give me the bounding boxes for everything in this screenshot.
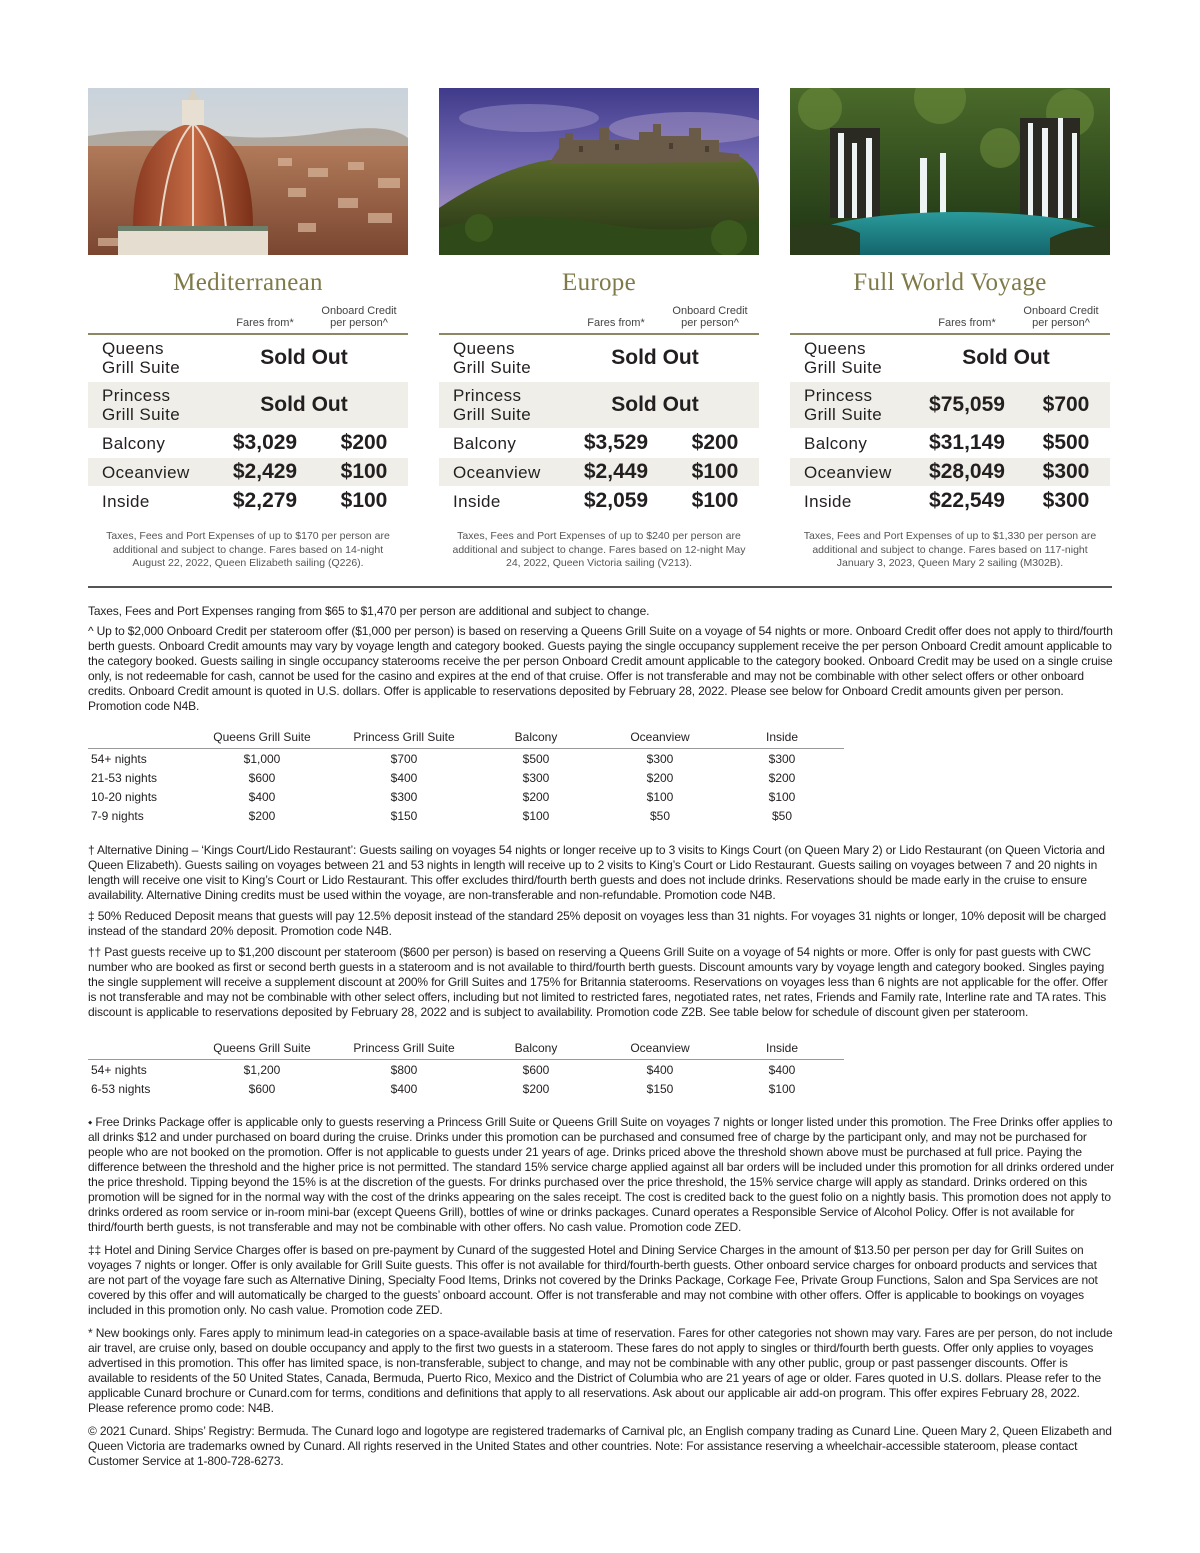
category-label: Princess Grill Suite [453,386,532,424]
credit-value: $100 [340,460,388,483]
table-cell: $200 [522,1081,550,1096]
category-label: Inside [102,492,150,511]
fare-value: $22,549 [929,489,1005,512]
fare-value: $3,529 [583,431,649,454]
table-cell: $50 [771,808,793,823]
table-cell: $200 [646,770,674,785]
table-cell: $400 [248,789,276,804]
onboard-credit-line1: Onboard Credit [321,305,397,317]
fare-row-princess-grill [790,382,1110,429]
fare-value: Sold Out [611,393,699,416]
column-header [88,1037,188,1060]
fare-value: $2,429 [232,460,298,483]
column-header: Queens Grill Suite [188,726,336,749]
table-row [88,806,844,825]
fare-value: $31,149 [929,431,1005,454]
hotel-service-charges-terms: ‡‡ Hotel and Dining Service Charges offer is based on pre-payment by Cunard of the suggested Hotel and Dining Service Charges in the amount of $13.50 per person per day for Grill Suites on voyages 7 nights or longer. Offer is only available for Grill Suite guests. This offer is not available for third/fourth-berth guests. Other onboard service charges for onboard products and services that are not part of the voyage fare such as Alternative Dining, Specialty Food Items, Drinks not covered by the Drinks Package, Corkage Fee, Private Group Functions, Salon and Spa Services are not covered by this offer and will automatically be charged to the guests’ onboard account. Offer is not transferable and may not combine with other offers. Offer is applicable to bookings on voyages included in this promotion only. No cash value. Promotion code ZED. [88,1243,1098,1317]
florence-duomo-photo [88,88,408,255]
credit-value: $100 [691,489,739,512]
past-guest-discount-table [88,1037,844,1098]
table-row [88,749,844,769]
table-cell: $400 [646,1062,674,1077]
category-label: Princess Grill Suite [804,386,883,424]
category-label: Oceanview [102,463,190,482]
table-cell: $50 [649,808,671,823]
credit-value: $300 [1042,489,1090,512]
fare-row-princess-grill [439,382,759,429]
fare-row-oceanview [88,458,408,487]
credit-value: $100 [691,460,739,483]
fare-row-queens-grill [790,335,1110,382]
onboard-credit-label [1012,305,1110,329]
region-title: Mediterranean [173,269,323,296]
category-label: Queens Grill Suite [453,339,532,377]
category-label: Balcony [804,434,868,453]
column-header: Inside [720,726,844,749]
sailing-note: Taxes, Fees and Port Expenses of up to $170 per person are additional and subject to change. Fares based on 14-night August 22, 2022, Queen Elizabeth sailing (Q226). [106,530,390,569]
category-label: Princess Grill Suite [102,386,181,424]
table-cell: $800 [390,1062,418,1077]
fare-value: Sold Out [260,393,348,416]
fare-value: $2,449 [583,460,649,483]
table-cell: $400 [390,770,418,785]
fare-row-balcony [88,429,408,458]
new-bookings-terms: * New bookings only. Fares apply to minimum lead-in categories on a space-available basis at time of reservation. Fares for other categories not shown may vary. Fares are per person, do not include air travel, are cruise only, based on double occupancy and apply to the first two guests in a stateroom. These fares do not apply to singles or third/fourth berth guests. Offer only applies to voyages advertised in this promotion. This offer has limited space, is non-transferable, subject to change, and may not be combinable with any other public, group or past passenger discounts. Offer is available to residents of the 50 United States, Canada, Bermuda, Puerto Rico, Mexico and the District of Columbia who are 21 years of age or older. Fares quoted in U.S. dollars. Please refer to the applicable Cunard brochure or Cunard.com for terms, conditions and definitions that apply to all reservations. Ask about our applicable air add-on program. This offer expires February 28, 2022. Please reference promo code: N4B. [88,1326,1113,1415]
table-cell: $100 [768,1081,796,1096]
fare-value: Sold Out [962,346,1050,369]
taxes-note: Taxes, Fees and Port Expenses ranging from $65 to $1,470 per person are additional and subject to change. [88,604,650,618]
column-header: Oceanview [600,1037,720,1060]
onboard-credit-line1: Onboard Credit [1023,305,1099,317]
column-header: Oceanview [600,726,720,749]
fare-table-header [88,301,408,335]
table-cell: $600 [522,1062,550,1077]
table-cell: 54+ nights [91,1062,147,1077]
credit-value: $500 [1042,431,1090,454]
table-cell: $300 [522,770,550,785]
fares-from-label: Fares from* [938,317,996,329]
credit-value: $200 [340,431,388,454]
region-title: Full World Voyage [853,269,1047,296]
category-label: Inside [804,492,852,511]
table-cell: $200 [248,808,276,823]
table-cell: $200 [768,770,796,785]
table-cell: $600 [248,770,276,785]
fine-print-middle [88,843,1116,1020]
fare-value: $3,029 [232,431,298,454]
fare-row-inside [88,487,408,516]
column-header [88,726,188,749]
category-label: Balcony [102,434,166,453]
fares-from-label: Fares from* [236,317,294,329]
fare-row-queens-grill [439,335,759,382]
table-cell: $300 [390,789,418,804]
fare-row-oceanview [790,458,1110,487]
fare-table-header [439,301,759,335]
sailing-note: Taxes, Fees and Port Expenses of up to $240 per person are additional and subject to change. Fares based on 12-night May 24, 2022, Queen Victoria sailing (V213). [452,530,746,569]
column-header: Princess Grill Suite [336,1037,472,1060]
reduced-deposit-terms: ‡ 50% Reduced Deposit means that guests will pay 12.5% deposit instead of the standard 25% deposit on voyages less than 31 nights. For voyages 31 nights or longer, 10% deposit will be charged instead of the standard 20% deposit. Promotion code N4B. [88,909,1106,938]
credit-value: $200 [691,431,739,454]
category-label: Balcony [453,434,517,453]
table-cell: $600 [248,1081,276,1096]
onboard-credit-line2: per person^ [1032,317,1090,329]
table-cell: 7-9 nights [91,808,144,823]
table-cell: $500 [522,751,550,766]
region-title: Europe [562,269,636,296]
fare-row-balcony [790,429,1110,458]
table-row [88,768,844,787]
onboard-credit-line2: per person^ [330,317,388,329]
fare-value: Sold Out [611,346,699,369]
onboard-credit-label [310,305,408,329]
fares-from-label: Fares from* [587,317,645,329]
column-header: Queens Grill Suite [188,1037,336,1060]
table-cell: 21-53 nights [91,770,158,785]
table-row [88,1060,844,1080]
table-header-row [88,1037,844,1060]
section-divider [88,586,1112,588]
past-guest-terms: †† Past guests receive up to $1,200 discount per stateroom ($600 per person) is based on reserving a Queens Grill Suite on a voyage of 54 nights or more. Offer is only for past guests with CWC number who are booked as first or second berth guests in a stateroom and is not available to third/fourth berth guests. Discount amounts vary by voyage length and category booked. Singles paying the single supplement will receive a supplement discount at 200% for Grill Suites and 175% for Britannia staterooms. Reservations on voyages less than 6 nights are not applicable for the offer. Offer is not transferable and may not be combinable with other select offers, including but not limited to restricted fares, negotiated rates, net rates, Friends and Family rate, Interline rate and TA rates. This discount is applicable to reservations deposited by February 28, 2022 and is subject to availability. Promotion code Z2B. See table below for schedule of discount given per stateroom. [88,945,1108,1019]
column-header: Balcony [472,1037,600,1060]
table-cell: $1,200 [243,1062,281,1077]
onboard-credit-label [661,305,759,329]
fare-value: Sold Out [260,346,348,369]
table-cell: 6-53 nights [91,1081,151,1096]
table-cell: $700 [390,751,418,766]
fare-row-inside [790,487,1110,516]
onboard-credit-terms: ^ Up to $2,000 Onboard Credit per stateroom offer ($1,000 per person) is based on reserving a Queens Grill Suite on a voyage of 54 nights or more. Onboard Credit offer does not apply to third/fourth berth guests. Onboard Credit amounts may vary by voyage length and category booked. Guests paying the single occupancy supplement receive the per person Onboard Credit amount applicable to the category booked. Guests sailing in single occupancy staterooms receive the per person Onboard Credit amount applicable to the category booked. Onboard Credit may be used on a single cruise only, is not redeemable for cash, cannot be used for the casino and expires at the end of that cruise. Offer is not transferable and may not be combinable with other select offers or other onboard credits. Onboard Credit amount is quoted in U.S. dollars. Offer is applicable to reservations deposited by February 28, 2022. Please see below for Onboard Credit amounts given per person. Promotion code N4B. [88,624,1113,713]
fare-value: $28,049 [929,460,1005,483]
table-cell: $150 [390,808,418,823]
credit-value: $100 [340,489,388,512]
sailing-note: Taxes, Fees and Port Expenses of up to $1,330 per person are additional and subject to change. Fares based on 117-night January 3, 2023, Queen Mary 2 sailing (M302B). [803,530,1097,569]
fare-row-princess-grill [88,382,408,429]
fare-row-oceanview [439,458,759,487]
table-cell: $100 [768,789,796,804]
category-label: Inside [453,492,501,511]
table-cell: $300 [768,751,796,766]
fine-print-top [88,604,1116,714]
fare-value: $75,059 [929,393,1005,416]
table-row [88,1079,844,1098]
table-cell: $150 [646,1081,674,1096]
onboard-credit-table [88,726,844,825]
waterfall-photo [790,88,1110,255]
column-header: Princess Grill Suite [336,726,472,749]
table-cell: 10-20 nights [91,789,158,804]
free-drinks-terms: ⬩ Free Drinks Package offer is applicable only to guests reserving a Princess Grill Suite or Queens Grill Suite on voyages 7 nights or longer listed under this promotion. The Free Drinks offer applies to all drinks $12 and under purchased on board during the cruise. Drinks under this promotion can be purchased and consumed free of charge by the participant only, and may not be purchased for people who are not booked on the promotion. Offer is not applicable to guests under 21 years of age. Drinks priced above the threshold shown above must be purchased at full price. Paying the difference between the threshold and the higher price is not permitted. The standard 15% service charge applied against all bar orders will be included under this promotion for all drinks ordered under the price threshold. Tipping beyond the 15% is at the discretion of the guests. For drinks purchased over the price threshold, the 15% service charge will apply as standard. Drinks ordered on this promotion will be signed for in the normal way with the cost of the drinks appearing on the sales receipt. The cost is credited back to the guest folio on a nightly basis. This promotion does not apply to drinks ordered as room service or in-room mini-bar (except Queens Grill), bottles of wine or drinks packages. Cunard operates a Responsible Service of Alcohol Policy. Offer is not available for third/fourth berth guests, is not transferable and may not be combinable with other offers. No cash value. Promotion code ZED. [88,1115,1115,1234]
table-cell: $100 [646,789,674,804]
credit-value: $300 [1042,460,1090,483]
fare-table-header [790,301,1110,335]
credit-value: $700 [1042,393,1090,416]
region-column-world-voyage [790,88,1110,571]
region-column-mediterranean [88,88,408,571]
table-cell: 54+ nights [91,751,147,766]
table-cell: $400 [768,1062,796,1077]
category-label: Queens Grill Suite [804,339,883,377]
alternative-dining-terms: † Alternative Dining – ‘Kings Court/Lido Restaurant’: Guests sailing on voyages 54 nights or longer receive up to 3 visits to Kings Court (on Queen Mary 2) or Lido Restaurant (on Queen Victoria and Queen Elizabeth). Guests sailing on voyages between 21 and 53 nights in length will receive up to 2 visits to King’s Court or Lido Restaurant. Guests sailing on voyages between 7 and 20 nights in length will receive one visit to King’s Court or Lido Restaurant. This offer excludes third/fourth berth guests and does not include drinks. Reservations should be made early in the cruise to ensure availability. Alternative Dining credits must be used within the voyage, are non-transferable and non-refundable. Promotion code N4B. [88,843,1105,902]
copyright-notice: © 2021 Cunard. Ships’ Registry: Bermuda. The Cunard logo and logotype are registered trademarks of Carnival plc, an English company trading as Cunard Line. Queen Mary 2, Queen Elizabeth and Queen Victoria are trademarks owned by Cunard. All rights reserved in the United States and other countries. Note: For assistance reserving a wheelchair-accessible stateroom, please contact Customer Service at 1-800-728-6273. [88,1424,1112,1468]
onboard-credit-line2: per person^ [681,317,739,329]
table-header-row [88,726,844,749]
fare-value: $2,059 [583,489,649,512]
fine-print-bottom [88,1115,1116,1469]
column-header: Balcony [472,726,600,749]
category-label: Oceanview [453,463,541,482]
fare-row-queens-grill [88,335,408,382]
table-row [88,787,844,806]
table-cell: $1,000 [243,751,281,766]
fare-value: $2,279 [232,489,298,512]
category-label: Queens Grill Suite [102,339,181,377]
column-header: Inside [720,1037,844,1060]
region-column-europe [439,88,759,571]
fare-row-inside [439,487,759,516]
table-cell: $200 [522,789,550,804]
fare-row-balcony [439,429,759,458]
category-label: Oceanview [804,463,892,482]
edinburgh-castle-photo [439,88,759,255]
table-cell: $300 [646,751,674,766]
table-cell: $400 [390,1081,418,1096]
table-cell: $100 [522,808,550,823]
onboard-credit-line1: Onboard Credit [672,305,748,317]
